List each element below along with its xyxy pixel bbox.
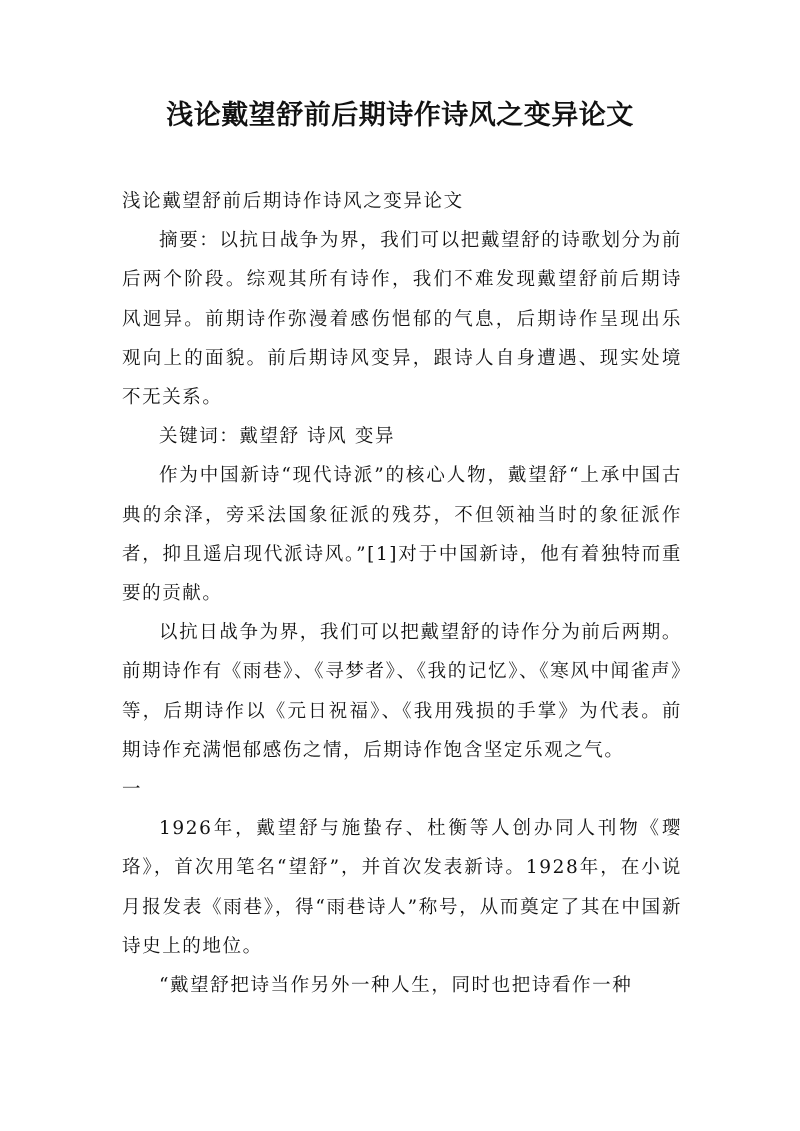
keywords-paragraph: 关键词：戴望舒 诗风 变异 [159, 426, 396, 448]
quote-paragraph: “戴望舒把诗当作另外一种人生，同时也把诗看作一种 [159, 975, 633, 997]
document-body [122, 182, 682, 1005]
subtitle-line: 浅论戴望舒前后期诗作诗风之变异论文 [122, 191, 464, 212]
history-paragraph: 1926年，戴望舒与施蛰存、杜衡等人创办同人刊物《璎珞》，首次用笔名“望舒”，并首次发表新诗。1928年，在小说月报发表《雨巷》，得“雨巷诗人”称号，从而奠定了其在中国新诗史上的地位。 [122, 818, 682, 957]
abstract-paragraph: 摘要：以抗日战争为界，我们可以把戴望舒的诗歌划分为前后两个阶段。综观其所有诗作，我们不难发现戴望舒前后期诗风迥异。前期诗作弥漫着感伤悒郁的气息，后期诗作呈现出乐观向上的面貌。前后期诗风变异，跟诗人自身遭遇、现实处境不无关系。 [122, 230, 682, 409]
intro-paragraph: 作为中国新诗“现代诗派”的核心人物，戴望舒“上承中国古典的余泽，旁采法国象征派的残芬，不但领袖当时的象征派作者，抑且遥启现代派诗风。”[1]对于中国新诗，他有着独特而重要的贡献。 [122, 465, 682, 605]
document-title: 浅论戴望舒前后期诗作诗风之变异论文 [166, 100, 634, 131]
section-number: 一 [122, 779, 143, 801]
periods-paragraph: 以抗日战争为界，我们可以把戴望舒的诗作分为前后两期。前期诗作有《雨巷》、《寻梦者》、《我的记忆》、《寒风中闻雀声》等，后期诗作以《元日祝福》、《我用残损的手掌》为代表。前期诗作充满悒郁感伤之情，后期诗作饱含坚定乐观之气。 [122, 622, 682, 761]
